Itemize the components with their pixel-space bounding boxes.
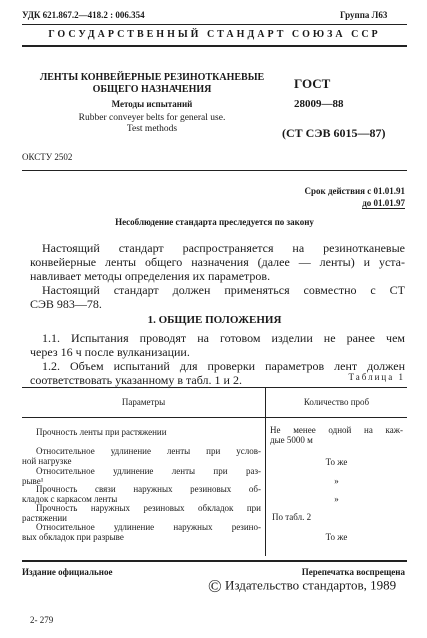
title-line-1: ЛЕНТЫ КОНВЕЙЕРНЫЕ РЕЗИНОТКАНЕВЫЕ — [39, 72, 265, 83]
gost-number: 28009—88 — [294, 98, 344, 110]
table-row-6-qty: То же — [325, 532, 348, 542]
title-block-rule — [22, 170, 407, 171]
state-standard-banner: ГОСУДАРСТВЕННЫЙ СТАНДАРТ СОЮЗА ССР — [48, 29, 381, 40]
table-row-5-param: Прочность наружных резиновых обкладок при растяжении — [22, 503, 261, 523]
legal-notice: Несоблюдение стандарта преследуется по закону — [115, 217, 314, 227]
table-row-2-qty: То же — [325, 457, 348, 467]
intro-line-5: СЭВ 983—78. — [30, 297, 102, 311]
table-row-1-qty: Не менее одной на каж- дые 5000 м — [270, 425, 403, 445]
intro-line-1: Настоящий стандарт распространяется на резинотканевые — [42, 241, 405, 255]
intro-paragraph — [30, 241, 405, 311]
para-1-1-line-2: через 16 ч после вулканизации. — [30, 345, 190, 359]
header-rule-top — [22, 24, 407, 25]
intro-line-2: конвейерные ленты общего назначения (далее — ленты) и уста- — [30, 255, 405, 269]
intro-line-4: Настоящий стандарт должен применяться совместно с СТ — [42, 283, 405, 297]
table-row-4-qty: » — [334, 494, 339, 504]
copyright-icon: © — [208, 576, 222, 596]
english-title-line-2: Test methods — [126, 124, 178, 134]
validity-to: до 01.01.97 — [362, 198, 405, 208]
table-header-params: Параметры — [121, 397, 166, 407]
table-row-5-qty: По табл. 2 — [272, 512, 312, 522]
english-title-line-1: Rubber conveyer belts for general use. — [78, 113, 226, 123]
para-1-2-line-1: 1.2. Объем испытаний для проверки параметров лент должен — [42, 359, 405, 373]
title-line-2: ОБЩЕГО НАЗНАЧЕНИЯ — [92, 84, 212, 95]
reprint-prohibited: Перепечатка воспрещена — [301, 567, 405, 577]
gost-label: ГОСТ — [294, 76, 331, 91]
table-header-rule — [22, 417, 407, 418]
okstu-code: ОКСТУ 2502 — [22, 152, 73, 162]
table-top-rule — [22, 387, 407, 388]
publisher-name: Издательство стандартов, 1989 — [224, 577, 397, 593]
copyright-line — [208, 576, 396, 597]
table-header-quantity: Количество проб — [303, 397, 370, 407]
table-row-2-param: Относительное удлинение ленты при услов- ной нагрузке — [22, 446, 261, 466]
table-row-1-param: Прочность ленты при растяжении — [36, 427, 167, 437]
table-row-3-qty: » — [334, 476, 339, 486]
table-caption: Таблица 1 — [348, 372, 405, 382]
footer-rule — [22, 560, 407, 562]
english-title — [22, 113, 282, 135]
intro-line-3: навливает методы определения их параметров. — [30, 269, 271, 283]
header-rule-bottom — [22, 45, 407, 47]
group-code: Группа Л63 — [340, 10, 388, 20]
document-subtitle: Методы испытаний — [111, 99, 193, 109]
official-edition: Издание официальное — [22, 567, 113, 577]
st-sev-number: (СТ СЭВ 6015—87) — [282, 126, 386, 140]
section-heading: 1. ОБЩИЕ ПОЛОЖЕНИЯ — [147, 314, 282, 326]
para-1-1-line-1: 1.1. Испытания проводят на готовом изделии не ранее чем — [42, 331, 405, 345]
udk-code: УДК 621.867.2—418.2 : 006.354 — [22, 10, 145, 20]
para-1-2-line-2: соответствовать указанному в табл. 1 и 2. — [30, 373, 242, 387]
table-row-6-param: Относительное удлинение наружных резино- вых обкладок при разрыве — [22, 522, 261, 542]
validity-from: Срок действия с 01.01.91 — [304, 186, 405, 196]
page-code: 2- 279 — [30, 615, 54, 625]
table-row-3-param: Относительное удлинение ленты при раз- рыве¹ — [22, 466, 261, 486]
document-title — [22, 72, 282, 96]
table-row-4-param: Прочность связи наружных резиновых об- кладок с каркасом ленты — [22, 484, 261, 504]
